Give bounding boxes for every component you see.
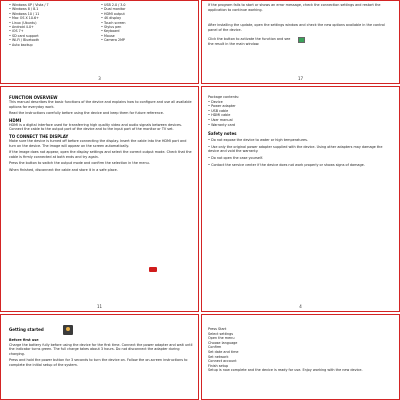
paragraph: If the program fails to start or shows an error message, check the connection settings and restart the application to continue working. <box>208 3 381 12</box>
list-item: • Keyboard <box>101 29 126 33</box>
list-item: • Stylus pen <box>101 25 126 29</box>
list-item: • HDMI cable <box>208 113 394 118</box>
paragraph: HDMI is a digital interface used for transferring high quality video and audio signals between devices. Connect the cable to the output port of the device and to the input port of the monitor or TV set. <box>9 122 182 132</box>
paragraph: Charge the battery fully before using the device for the first time. Connect the power adapter and wait until the indicator turns green. The full charge takes about 3 hours. Do not disconnect the adapter during charging. <box>9 342 193 356</box>
paragraph: • Use only the original power adapter supplied with the device. Using other adapters may damage the device and void the warranty. <box>208 145 394 154</box>
settings-app-icon <box>298 37 305 43</box>
page-3 <box>0 0 199 84</box>
paragraph: Press the button to switch the output mode and confirm the selection in the menu. <box>9 161 150 166</box>
paragraph: • Do not open the case yourself. <box>208 156 394 161</box>
page-setup-steps <box>201 314 400 400</box>
list-item: Confirm <box>208 345 222 350</box>
section-heading: TO CONNECT THE DISPLAY <box>9 133 69 139</box>
paragraph: Make sure the device is turned off before connecting the display. Insert the cable into the HDMI port and turn on the device. The image will appear on the screen automatically. <box>9 138 187 148</box>
list-item: • SD card support <box>9 34 49 38</box>
paragraph: • Do not expose the device to water or high temperatures. <box>208 138 394 143</box>
list-item: • Linux (Ubuntu) <box>9 21 49 25</box>
mode-button-icon <box>149 267 157 272</box>
page-number: 4 <box>299 304 302 309</box>
right-list <box>101 3 126 43</box>
list-item: • Power adapter <box>208 104 394 109</box>
list-item: • Mac OS X 10.6+ <box>9 16 49 20</box>
list-item: Choose language <box>208 340 238 345</box>
list-item: Select settings <box>208 331 234 336</box>
list-item: Press Start <box>208 327 227 331</box>
page-body <box>208 95 394 167</box>
list-item: • Touch screen <box>101 21 126 25</box>
list-item: • HDMI output <box>101 12 126 16</box>
list-item: • Dual monitor <box>101 7 126 11</box>
list-item: • 4K display <box>101 16 126 20</box>
list-item: • Camera 2MP <box>101 38 126 42</box>
list-item: • USB 2.0 / 3.0 <box>101 3 126 7</box>
page-4 <box>201 86 400 312</box>
person-icon <box>63 325 73 335</box>
list-item: • Windows 8 / 8.1 <box>9 7 49 11</box>
list-item: Set date and time <box>208 349 239 354</box>
list-item: • USB cable <box>208 109 394 114</box>
page-11 <box>0 86 199 312</box>
section-heading: Getting started <box>9 327 44 332</box>
list-item: • Android 4.0+ <box>9 25 49 29</box>
page-body <box>9 95 193 173</box>
left-list <box>9 3 49 47</box>
page-body <box>208 327 394 373</box>
page-17 <box>201 0 400 84</box>
paragraph: If the image does not appear, open the display settings and select the correct output mode. Check that the cable is firmly connected at both ends and try again. <box>9 150 192 159</box>
list-item: Set network <box>208 354 229 359</box>
paragraph: When finished, disconnect the cable and store it in a safe place. <box>9 167 118 172</box>
list-item: • Device <box>208 100 394 105</box>
list-item: Connect account <box>208 359 237 364</box>
list-item: • Wi-Fi / Bluetooth <box>9 38 49 42</box>
section-heading: Safety notes <box>208 131 237 137</box>
list-item: Finish setup <box>208 363 229 368</box>
list-item: • User manual <box>208 118 394 123</box>
paragraph: Read the instructions carefully before using the device and keep them for future reference. <box>9 111 164 116</box>
page-number: 11 <box>96 304 103 309</box>
paragraph: This manual describes the basic functions of the device and explains how to configure and use all available options for everyday work. <box>9 100 192 109</box>
list-item: • iOS 7+ <box>9 29 49 33</box>
subheading: Before first use <box>9 338 39 342</box>
page-number: 17 <box>297 76 304 81</box>
list-item: • Mouse <box>101 34 126 38</box>
paragraph: After installing the update, open the settings window and check the new options available in the control panel of the device. <box>208 23 385 32</box>
paragraph: • Contact the service center if the device does not work properly or shows signs of damage. <box>208 163 394 168</box>
paragraph: Setup is now complete and the device is ready for use. Enjoy working with the new device. <box>208 368 363 373</box>
paragraph: Press and hold the power button for 3 seconds to turn the device on. Follow the on-screen instructions to complete the initial setup of the system. <box>9 358 188 367</box>
page-number: 3 <box>98 76 101 81</box>
list-item: • Warranty card <box>208 123 394 128</box>
page-body <box>9 338 193 368</box>
list-title: Package contents: <box>208 95 240 99</box>
list-item: • Auto backup <box>9 43 49 47</box>
list-item: • Windows 10 / 11 <box>9 12 49 16</box>
page-getting-started <box>0 314 199 400</box>
list-item: Open the menu <box>208 336 235 341</box>
section-heading: FUNCTION OVERVIEW <box>9 95 58 100</box>
section-heading: HDMI <box>9 117 22 123</box>
list-item: • Windows XP / Vista / 7 <box>9 3 49 7</box>
paragraph: Click the button to activate the function and see the result in the main window. <box>208 37 291 46</box>
